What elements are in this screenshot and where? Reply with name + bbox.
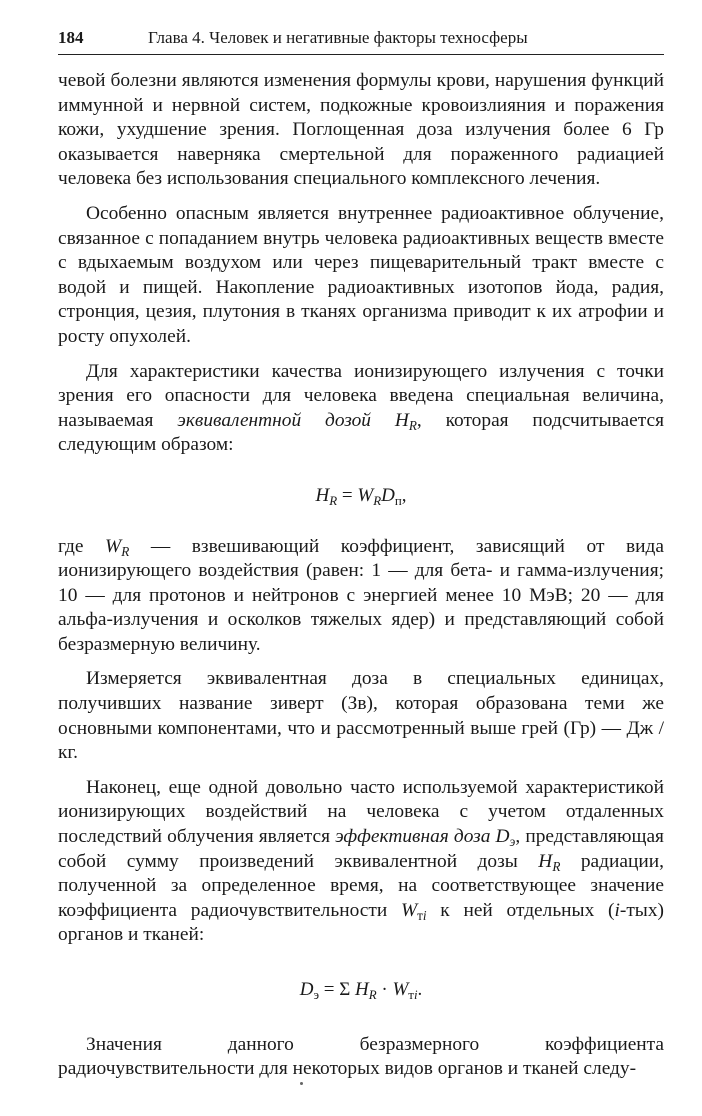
p4-text: — взвешивающий коэффициент, зависящий от вида ионизирующего воздействия (равен: 1 — для бета- и гамма-излучения; 10 — для протонов и нейтронов с энергией менее 10 МэВ; 20 — для альфа-излучения и осколков тяжелых ядер) и представляющий собой безразмерную величину. <box>58 535 664 655</box>
print-speck <box>300 1082 303 1085</box>
paragraph-3 <box>58 360 664 458</box>
formula-equivalent-dose: $H_R = W_RD_п$, <box>315 484 407 508</box>
body-text <box>58 69 664 1082</box>
p3-text-before: Для характеристики качества ионизирующего излучения с точки зрения его опасности для человека введена специальная величина, называемая <box>58 360 664 431</box>
paragraph-4: где $W_R$ — взвешивающий коэффициент, зависящий от вида ионизирующего воздействия (равен: 1 — для бета- и гамма-излучения; 10 — для протонов и нейтронов с энергией менее 10 МэВ; 20 — для альфа-излучения и осколков тяжелых ядер) и представляющий собой безразмерную величину. <box>58 535 664 655</box>
symbol-wr: $W_R$ <box>105 535 130 559</box>
paragraph-1: чевой болезни являются изменения формулы крови, нарушения функций иммунной и нервной систем, подкожные кровоизлияния и поражения кожи, ухудшение зрения. Поглощенная доза излучения более 6 Гр оказывается наверняка смертельной для пораженного радиацией человека без использования специального комплексного лечения. <box>58 70 664 190</box>
symbol-hr: $H_R$ <box>394 409 417 433</box>
paragraph-5: Измеряется эквивалентная доза в специальных единицах, получивших название зиверт (Зв), которая образована теми же основными компонентами, что и рассмотренный выше грей (Гр) — Дж /кг. <box>58 668 664 764</box>
symbol-de: $D_э$ <box>495 826 516 849</box>
symbol-hr-2: $H_R$ <box>538 850 561 874</box>
chapter-title: Глава 4. Человек и негативные факторы техносферы <box>148 28 528 47</box>
symbol-wti: $W_{тi}$ <box>400 899 427 923</box>
paragraph-2: Особенно опасным является внутреннее радиоактивное облучение, связанное с попаданием внутрь человека радиоактивных веществ вместе с вдыхаемым воздухом или через пищеварительный тракт вместе с водой и пищей. Накопление радиоактивных изотопов йода, радия, стронция, цезия, плутония в тканях организма приводит к их атрофии и росту опухолей. <box>58 202 664 347</box>
paragraph-7: Значения данного безразмерного коэффициента радиочувствительности для некоторых видов органов и тканей следу- <box>58 1033 664 1080</box>
page-number: 184 <box>58 28 84 47</box>
p3-text-after: , которая подсчитывается следующим образом: <box>58 409 665 456</box>
running-header <box>58 28 664 55</box>
term-effective-dose: эффективная доза <box>335 826 491 848</box>
formula-effective-dose: $D_э = \Sigma$ $H_R \cdot W_{тi}$. <box>299 979 423 1002</box>
term-equivalent-dose: эквивалентной дозой <box>177 409 371 431</box>
paragraph-6: Наконец, еще одной довольно часто используемой характеристикой ионизирующих воздействий на человека с учетом отдаленных последствий облучения является эффективная доза $D_э$, представляющая собой сумму произведений эквивалентной дозы $H_R$ радиации, полученной за определенное время, на соответствующее значение коэффициента радиочувствительности $W_{тi}$ к ней отдельных (i-тых) органов и тканей: <box>58 776 664 946</box>
